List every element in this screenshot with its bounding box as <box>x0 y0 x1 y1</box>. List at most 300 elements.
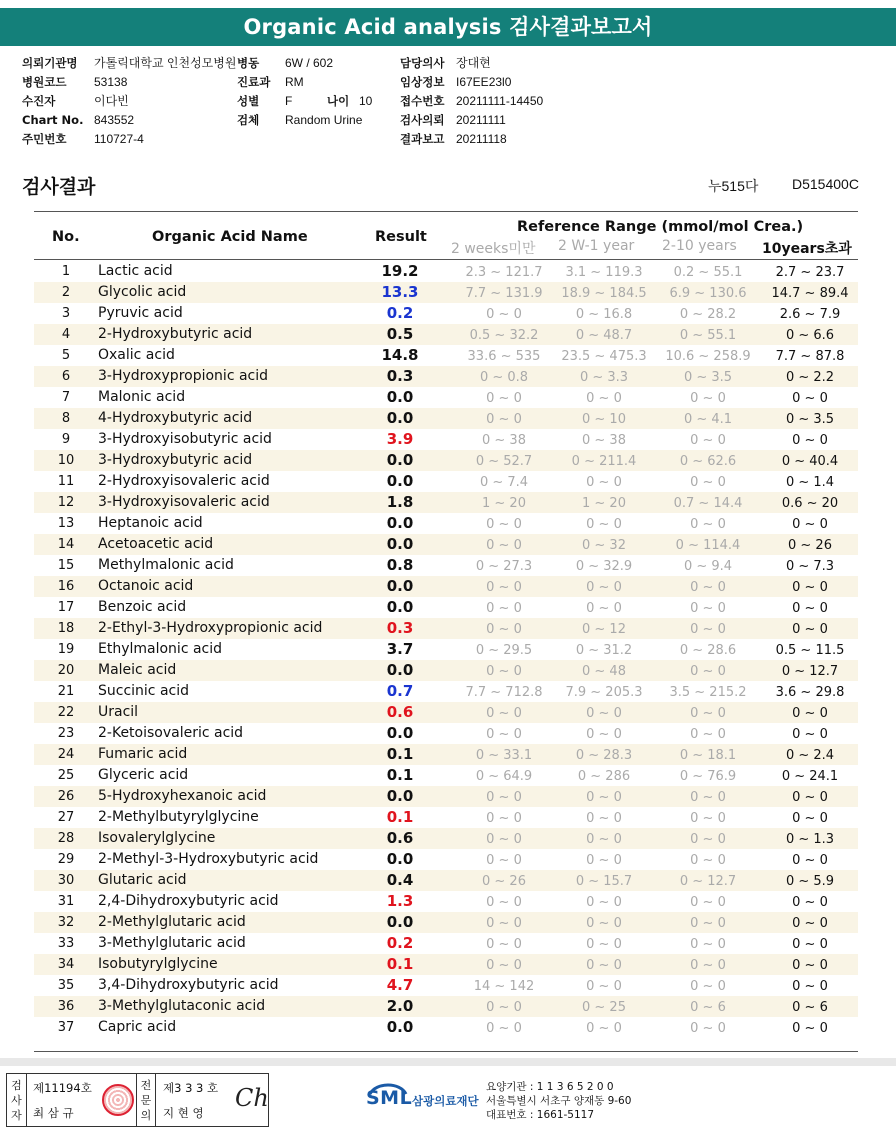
ref-range-2-10y: 0 ~ 12.7 <box>679 874 737 889</box>
row-number: 34 <box>57 957 75 972</box>
header-ref-col-1: 2 weeks미만 <box>451 241 536 257</box>
row-number: 14 <box>57 537 75 552</box>
info-col-1 <box>22 54 236 149</box>
ref-range-2-10y: 0 ~ 0 <box>690 832 726 847</box>
ref-range-2w-1y: 0 ~ 0 <box>586 517 622 532</box>
acid-name: Ethylmalonic acid <box>98 641 223 657</box>
acid-name: Octanoic acid <box>98 578 194 594</box>
acid-name: Glycolic acid <box>98 284 187 300</box>
row-number: 4 <box>61 327 71 342</box>
table-row <box>34 954 858 975</box>
row-number: 27 <box>57 810 75 825</box>
acid-name: 2-Ketoisovaleric acid <box>98 725 244 741</box>
row-number: 11 <box>57 474 75 489</box>
ref-range-2weeks: 0 ~ 52.7 <box>475 454 533 469</box>
acid-name: Malonic acid <box>98 389 186 405</box>
info-value: Random Urine <box>285 113 363 127</box>
ref-range-2w-1y: 0 ~ 28.3 <box>575 748 633 763</box>
ref-range-2-10y: 0 ~ 0 <box>690 706 726 721</box>
ref-range-over-10y: 0 ~ 7.3 <box>785 559 835 574</box>
header-reference-range: Reference Range (mmol/mol Crea.) <box>517 219 804 235</box>
ref-range-2w-1y: 3.1 ~ 119.3 <box>565 265 643 280</box>
table-row <box>34 555 858 576</box>
acid-name: Oxalic acid <box>98 347 175 363</box>
ref-range-2w-1y: 0 ~ 0 <box>586 727 622 742</box>
code-2: D515400C <box>792 176 859 192</box>
acid-name: Methylmalonic acid <box>98 557 234 573</box>
ref-range-2weeks: 0 ~ 0 <box>486 895 522 910</box>
result-value: 0.2 <box>386 304 414 322</box>
ref-range-2weeks: 0 ~ 0 <box>486 580 522 595</box>
info-col-3 <box>400 54 543 149</box>
ref-range-over-10y: 2.6 ~ 7.9 <box>779 307 841 322</box>
row-number: 31 <box>57 894 75 909</box>
ref-range-2w-1y: 0 ~ 12 <box>582 622 626 637</box>
table-row <box>34 891 858 912</box>
table-row <box>34 408 858 429</box>
ref-range-2-10y: 0 ~ 3.5 <box>683 370 733 385</box>
ref-range-2-10y: 0 ~ 0 <box>690 622 726 637</box>
row-number: 10 <box>57 453 75 468</box>
row-number: 16 <box>57 579 75 594</box>
ref-range-2weeks: 0 ~ 0 <box>486 853 522 868</box>
result-value: 0.0 <box>386 661 414 679</box>
org-line-3: 대표번호 : 1661-5117 <box>486 1109 595 1121</box>
acid-name: 3-Hydroxybutyric acid <box>98 452 253 468</box>
header-ref-col-4: 10years초과 <box>762 241 852 257</box>
row-number: 8 <box>61 411 71 426</box>
ref-range-2w-1y: 0 ~ 0 <box>586 811 622 826</box>
ref-range-2w-1y: 0 ~ 0 <box>586 937 622 952</box>
ref-range-over-10y: 0 ~ 0 <box>792 937 828 952</box>
ref-range-2-10y: 0 ~ 114.4 <box>675 538 741 553</box>
result-value: 0.2 <box>386 934 414 952</box>
ref-range-2-10y: 0 ~ 0 <box>690 790 726 805</box>
ref-range-2weeks: 0 ~ 0 <box>486 937 522 952</box>
ref-range-2-10y: 3.5 ~ 215.2 <box>669 685 747 700</box>
ref-range-2w-1y: 0 ~ 211.4 <box>571 454 637 469</box>
result-value: 0.8 <box>386 556 414 574</box>
ref-range-2weeks: 0 ~ 0 <box>486 307 522 322</box>
signature-box <box>6 1073 269 1127</box>
ref-range-2-10y: 0 ~ 0 <box>690 727 726 742</box>
header-ref-col-2: 2 W-1 year <box>558 238 635 254</box>
row-number: 1 <box>61 264 71 279</box>
ref-range-2weeks: 0 ~ 0.8 <box>479 370 529 385</box>
acid-name: Glyceric acid <box>98 767 189 783</box>
info-label: 임상정보 <box>400 75 445 89</box>
logo-text: SML <box>366 1087 413 1109</box>
logo-subtext: 삼광의료재단 <box>412 1094 479 1108</box>
footer-band <box>0 1058 896 1066</box>
acid-name: 2-Methylbutyrylglycine <box>98 809 259 825</box>
age-value: 10 <box>359 94 373 108</box>
ref-range-2w-1y: 0 ~ 31.2 <box>575 643 633 658</box>
acid-name: 2,4-Dihydroxybutyric acid <box>98 893 279 909</box>
ref-range-2w-1y: 0 ~ 0 <box>586 475 622 490</box>
ref-range-2-10y: 0 ~ 28.6 <box>679 643 737 658</box>
ref-range-2-10y: 0 ~ 0 <box>690 853 726 868</box>
ref-range-over-10y: 2.7 ~ 23.7 <box>775 265 845 280</box>
ref-range-2w-1y: 0 ~ 0 <box>586 958 622 973</box>
row-number: 20 <box>57 663 75 678</box>
result-value: 0.0 <box>386 577 414 595</box>
result-value: 0.0 <box>386 388 414 406</box>
report-title: Organic Acid analysis 검사결과보고서 <box>0 8 896 46</box>
result-value: 0.3 <box>386 619 414 637</box>
table-row <box>34 597 858 618</box>
ref-range-2-10y: 6.9 ~ 130.6 <box>669 286 747 301</box>
row-number: 22 <box>57 705 75 720</box>
ref-range-2-10y: 0 ~ 0 <box>690 580 726 595</box>
row-number: 29 <box>57 852 75 867</box>
ref-range-over-10y: 0 ~ 40.4 <box>781 454 839 469</box>
ref-range-over-10y: 0 ~ 12.7 <box>781 664 839 679</box>
acid-name: 2-Methylglutaric acid <box>98 914 246 930</box>
info-label: 병원코드 <box>22 75 67 89</box>
result-value: 0.0 <box>386 472 414 490</box>
row-number: 17 <box>57 600 75 615</box>
acid-name: 3-Hydroxypropionic acid <box>98 368 269 384</box>
acid-name: Benzoic acid <box>98 599 187 615</box>
table-row <box>34 471 858 492</box>
ref-range-2weeks: 7.7 ~ 131.9 <box>465 286 543 301</box>
result-value: 0.1 <box>386 808 414 826</box>
ref-range-over-10y: 7.7 ~ 87.8 <box>775 349 845 364</box>
row-number: 37 <box>57 1020 75 1035</box>
ref-range-over-10y: 0 ~ 2.2 <box>785 370 835 385</box>
ref-range-2w-1y: 0 ~ 0 <box>586 895 622 910</box>
table-row <box>34 1017 858 1038</box>
acid-name: 2-Ethyl-3-Hydroxypropionic acid <box>98 620 323 636</box>
result-value: 14.8 <box>381 346 419 364</box>
ref-range-2weeks: 0 ~ 33.1 <box>475 748 533 763</box>
result-value: 0.6 <box>386 829 414 847</box>
info-value: 20211118 <box>456 132 507 146</box>
row-number: 7 <box>61 390 71 405</box>
ref-range-2w-1y: 1 ~ 20 <box>582 496 626 511</box>
ref-range-2weeks: 0.5 ~ 32.2 <box>469 328 539 343</box>
result-value: 0.5 <box>386 325 414 343</box>
result-value: 3.7 <box>386 640 414 658</box>
info-value: I67EE23l0 <box>456 75 512 89</box>
ref-range-2-10y: 0 ~ 4.1 <box>683 412 733 427</box>
ref-range-over-10y: 0 ~ 1.3 <box>785 832 835 847</box>
ref-range-2w-1y: 7.9 ~ 205.3 <box>565 685 643 700</box>
row-number: 25 <box>57 768 75 783</box>
row-number: 35 <box>57 978 75 993</box>
acid-name: 2-Hydroxybutyric acid <box>98 326 253 342</box>
acid-name: 4-Hydroxybutyric acid <box>98 410 253 426</box>
ref-range-2w-1y: 0 ~ 32.9 <box>575 559 633 574</box>
result-value: 4.7 <box>386 976 414 994</box>
ref-range-2-10y: 0 ~ 0 <box>690 958 726 973</box>
ref-range-over-10y: 0 ~ 0 <box>792 790 828 805</box>
row-number: 26 <box>57 789 75 804</box>
ref-range-2weeks: 0 ~ 0 <box>486 832 522 847</box>
ref-range-2-10y: 0 ~ 0 <box>690 391 726 406</box>
ref-range-over-10y: 0 ~ 5.9 <box>785 874 835 889</box>
ref-range-2w-1y: 0 ~ 286 <box>577 769 631 784</box>
ref-range-2-10y: 0 ~ 0 <box>690 1021 726 1036</box>
ref-range-2weeks: 0 ~ 0 <box>486 1021 522 1036</box>
ref-range-2w-1y: 0 ~ 0 <box>586 832 622 847</box>
ref-range-2weeks: 7.7 ~ 712.8 <box>465 685 543 700</box>
ref-range-2-10y: 0 ~ 0 <box>690 916 726 931</box>
table-row <box>34 366 858 387</box>
acid-name: Heptanoic acid <box>98 515 203 531</box>
result-value: 0.0 <box>386 850 414 868</box>
ref-range-over-10y: 0 ~ 0 <box>792 727 828 742</box>
ref-range-over-10y: 0 ~ 6.6 <box>785 328 835 343</box>
row-number: 32 <box>57 915 75 930</box>
age-label: 나이 <box>327 94 350 108</box>
ref-range-2w-1y: 0 ~ 38 <box>582 433 626 448</box>
table-row <box>34 492 858 513</box>
ref-range-2weeks: 0 ~ 0 <box>486 811 522 826</box>
table-row <box>34 324 858 345</box>
ref-range-2-10y: 0 ~ 0 <box>690 811 726 826</box>
ref-range-over-10y: 0 ~ 0 <box>792 433 828 448</box>
row-number: 18 <box>57 621 75 636</box>
result-value: 0.1 <box>386 955 414 973</box>
row-number: 13 <box>57 516 75 531</box>
table-row <box>34 681 858 702</box>
info-value: F <box>285 94 293 108</box>
table-row <box>34 450 858 471</box>
sig-label-specialist: 전문의 <box>136 1074 156 1126</box>
ref-range-2weeks: 0 ~ 29.5 <box>475 643 533 658</box>
ref-range-over-10y: 0 ~ 0 <box>792 979 828 994</box>
info-label: 담당의사 <box>400 56 445 70</box>
results-table-body <box>34 261 858 1038</box>
info-value: 6W / 602 <box>285 56 334 70</box>
ref-range-2w-1y: 0 ~ 48 <box>582 664 626 679</box>
ref-range-2weeks: 0 ~ 0 <box>486 958 522 973</box>
acid-name: 5-Hydroxyhexanoic acid <box>98 788 267 804</box>
ref-range-2weeks: 0 ~ 0 <box>486 664 522 679</box>
info-label: 검사의뢰 <box>400 113 445 127</box>
info-value: 가톨릭대학교 인천성모병원 <box>94 56 237 70</box>
ref-range-2-10y: 0 ~ 0 <box>690 937 726 952</box>
table-row <box>34 282 858 303</box>
result-value: 0.3 <box>386 367 414 385</box>
info-value: 110727-4 <box>94 132 144 146</box>
result-value: 0.7 <box>386 682 414 700</box>
table-row <box>34 786 858 807</box>
result-value: 0.0 <box>386 451 414 469</box>
table-row <box>34 534 858 555</box>
row-number: 28 <box>57 831 75 846</box>
ref-range-2w-1y: 0 ~ 0 <box>586 790 622 805</box>
acid-name: 3-Hydroxyisovaleric acid <box>98 494 270 510</box>
ref-range-2-10y: 0 ~ 0 <box>690 433 726 448</box>
ref-range-2weeks: 14 ~ 142 <box>473 979 535 994</box>
table-row <box>34 975 858 996</box>
ref-range-2w-1y: 23.5 ~ 475.3 <box>561 349 647 364</box>
table-row <box>34 870 858 891</box>
ref-range-over-10y: 0 ~ 2.4 <box>785 748 835 763</box>
ref-range-2w-1y: 18.9 ~ 184.5 <box>561 286 647 301</box>
ref-range-2-10y: 0 ~ 0 <box>690 601 726 616</box>
row-number: 21 <box>57 684 75 699</box>
ref-range-over-10y: 0 ~ 1.4 <box>785 475 835 490</box>
ref-range-over-10y: 0 ~ 0 <box>792 895 828 910</box>
result-value: 1.8 <box>386 493 414 511</box>
header-name: Organic Acid Name <box>152 229 308 245</box>
ref-range-over-10y: 0 ~ 0 <box>792 391 828 406</box>
acid-name: Isovalerylglycine <box>98 830 216 846</box>
row-number: 19 <box>57 642 75 657</box>
table-row <box>34 828 858 849</box>
result-value: 0.0 <box>386 724 414 742</box>
ref-range-over-10y: 0 ~ 0 <box>792 580 828 595</box>
ref-range-2w-1y: 0 ~ 0 <box>586 706 622 721</box>
ref-range-2w-1y: 0 ~ 0 <box>586 580 622 595</box>
result-value: 0.0 <box>386 1018 414 1036</box>
acid-name: Acetoacetic acid <box>98 536 214 552</box>
ref-range-over-10y: 14.7 ~ 89.4 <box>771 286 849 301</box>
sig-name-specialist: 지 현 영 <box>163 1106 204 1120</box>
table-row <box>34 513 858 534</box>
ref-range-2w-1y: 0 ~ 0 <box>586 979 622 994</box>
ref-range-over-10y: 0.5 ~ 11.5 <box>775 643 845 658</box>
row-number: 23 <box>57 726 75 741</box>
ref-range-over-10y: 0 ~ 0 <box>792 916 828 931</box>
signature-icon: Ch <box>235 1084 269 1112</box>
info-label: 주민번호 <box>22 132 67 146</box>
acid-name: 3-Methylglutaconic acid <box>98 998 266 1014</box>
info-label: 성별 <box>237 94 260 108</box>
ref-range-2weeks: 0 ~ 0 <box>486 601 522 616</box>
ref-range-2-10y: 0 ~ 0 <box>690 475 726 490</box>
table-row <box>34 933 858 954</box>
table-row <box>34 744 858 765</box>
info-value: RM <box>285 75 304 89</box>
table-row <box>34 387 858 408</box>
info-label: 결과보고 <box>400 132 445 146</box>
ref-range-2w-1y: 0 ~ 48.7 <box>575 328 633 343</box>
ref-range-2-10y: 0 ~ 9.4 <box>683 559 733 574</box>
info-col-2 <box>237 54 372 130</box>
result-value: 0.0 <box>386 913 414 931</box>
org-line-1: 요양기관 : 1 1 3 6 5 2 0 0 <box>486 1081 614 1093</box>
ref-range-2weeks: 0 ~ 27.3 <box>475 559 533 574</box>
ref-range-2weeks: 0 ~ 0 <box>486 916 522 931</box>
table-bottom-rule <box>34 1051 858 1052</box>
ref-range-2-10y: 0 ~ 6 <box>690 1000 726 1015</box>
row-number: 6 <box>61 369 71 384</box>
info-value: 장대현 <box>456 56 491 70</box>
ref-range-2w-1y: 0 ~ 25 <box>582 1000 626 1015</box>
table-row <box>34 912 858 933</box>
table-top-rule <box>34 211 858 212</box>
code-1: 누515다 <box>708 178 759 194</box>
row-number: 36 <box>57 999 75 1014</box>
result-value: 0.0 <box>386 598 414 616</box>
ref-range-2-10y: 0 ~ 28.2 <box>679 307 737 322</box>
org-info <box>486 1080 631 1122</box>
seal-stamp-icon <box>102 1084 134 1116</box>
ref-range-2w-1y: 0 ~ 0 <box>586 601 622 616</box>
table-row <box>34 996 858 1017</box>
result-value: 2.0 <box>386 997 414 1015</box>
sig-license-tester: 제11194호 <box>33 1081 92 1095</box>
table-row <box>34 702 858 723</box>
row-number: 15 <box>57 558 75 573</box>
ref-range-over-10y: 0 ~ 24.1 <box>781 769 839 784</box>
acid-name: Maleic acid <box>98 662 177 678</box>
ref-range-2weeks: 0 ~ 0 <box>486 391 522 406</box>
info-label: Chart No. <box>22 113 84 127</box>
table-row <box>34 849 858 870</box>
row-number: 3 <box>61 306 71 321</box>
ref-range-2weeks: 0 ~ 0 <box>486 538 522 553</box>
ref-range-2weeks: 0 ~ 26 <box>482 874 526 889</box>
ref-range-2weeks: 0 ~ 0 <box>486 727 522 742</box>
acid-name: 3-Hydroxyisobutyric acid <box>98 431 272 447</box>
acid-name: 3,4-Dihydroxybutyric acid <box>98 977 279 993</box>
row-number: 5 <box>61 348 71 363</box>
table-row <box>34 660 858 681</box>
table-row <box>34 618 858 639</box>
ref-range-over-10y: 0 ~ 0 <box>792 958 828 973</box>
ref-range-over-10y: 0 ~ 0 <box>792 853 828 868</box>
ref-range-2-10y: 0 ~ 0 <box>690 895 726 910</box>
row-number: 33 <box>57 936 75 951</box>
row-number: 9 <box>61 432 71 447</box>
sig-label-tester: 검사자 <box>7 1074 27 1126</box>
ref-range-over-10y: 0 ~ 0 <box>792 622 828 637</box>
ref-range-2weeks: 0 ~ 0 <box>486 1000 522 1015</box>
acid-name: 3-Methylglutaric acid <box>98 935 246 951</box>
header-ref-col-3: 2-10 years <box>662 238 737 254</box>
ref-range-2-10y: 0.7 ~ 14.4 <box>673 496 743 511</box>
acid-name: Capric acid <box>98 1019 177 1035</box>
row-number: 12 <box>57 495 75 510</box>
result-value: 0.1 <box>386 766 414 784</box>
ref-range-2w-1y: 0 ~ 0 <box>586 391 622 406</box>
ref-range-2-10y: 0 ~ 55.1 <box>679 328 737 343</box>
info-value: 20211111-14450 <box>456 94 544 108</box>
ref-range-2w-1y: 0 ~ 15.7 <box>575 874 633 889</box>
info-label: 진료과 <box>237 75 271 89</box>
result-value: 0.0 <box>386 514 414 532</box>
row-number: 2 <box>61 285 71 300</box>
ref-range-2w-1y: 0 ~ 0 <box>586 1021 622 1036</box>
result-value: 0.1 <box>386 745 414 763</box>
ref-range-over-10y: 0 ~ 0 <box>792 1021 828 1036</box>
section-title: 검사결과 <box>22 176 96 198</box>
ref-range-2weeks: 33.6 ~ 535 <box>467 349 541 364</box>
ref-range-over-10y: 0 ~ 0 <box>792 706 828 721</box>
result-value: 19.2 <box>381 262 419 280</box>
result-value: 0.0 <box>386 409 414 427</box>
ref-range-2w-1y: 0 ~ 10 <box>582 412 626 427</box>
info-label: 병동 <box>237 56 260 70</box>
ref-range-2w-1y: 0 ~ 0 <box>586 916 622 931</box>
ref-range-over-10y: 0 ~ 6 <box>792 1000 828 1015</box>
ref-range-2-10y: 0 ~ 76.9 <box>679 769 737 784</box>
ref-range-2w-1y: 0 ~ 3.3 <box>579 370 629 385</box>
ref-range-over-10y: 0 ~ 26 <box>788 538 832 553</box>
ref-range-2weeks: 0 ~ 7.4 <box>479 475 529 490</box>
ref-range-2-10y: 0 ~ 62.6 <box>679 454 737 469</box>
sig-name-tester: 최 삼 규 <box>33 1106 74 1120</box>
acid-name: Uracil <box>98 704 139 720</box>
result-value: 0.4 <box>386 871 414 889</box>
ref-range-2weeks: 2.3 ~ 121.7 <box>465 265 543 280</box>
